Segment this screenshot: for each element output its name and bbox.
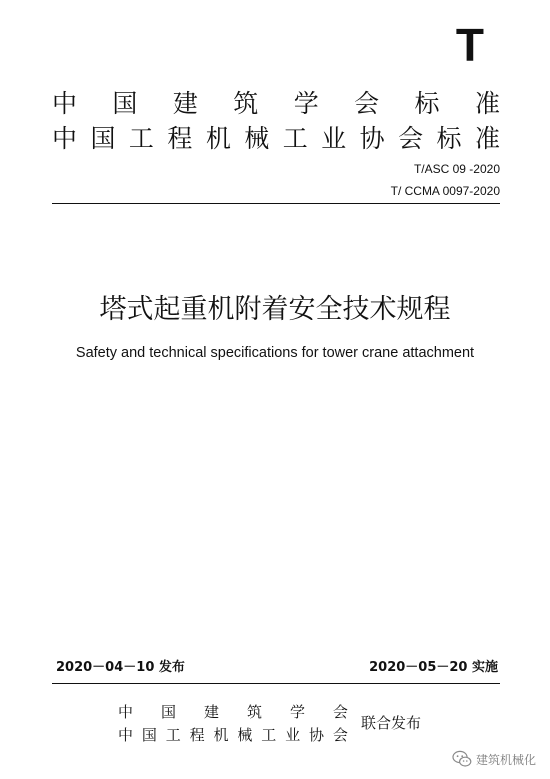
watermark-text: 建筑机械化	[475, 752, 536, 767]
implementation-date: 2020－05－20 实施	[369, 660, 498, 675]
issuer-char: 会	[332, 703, 348, 721]
issuer-char: 筑	[246, 703, 262, 721]
title-chinese: 塔式起重机附着安全技术规程	[99, 294, 451, 325]
org-char: 协	[359, 124, 385, 153]
issuer-char: 会	[332, 726, 348, 744]
issuer-char: 协	[309, 726, 325, 744]
issuer-char: 建	[203, 703, 219, 721]
org-char: 会	[354, 89, 380, 118]
issuer-char: 械	[237, 726, 253, 744]
issuer-char: 业	[285, 726, 301, 744]
org-char: 会	[398, 124, 424, 153]
org-char: 械	[244, 124, 270, 153]
issuer-char: 机	[213, 726, 229, 744]
issuer-char: 国	[160, 703, 176, 721]
org-char: 程	[167, 124, 193, 153]
issuer-char: 工	[165, 726, 181, 744]
release-date: 2020－04－10 发布	[56, 660, 185, 675]
issuer-char: 中	[118, 703, 134, 721]
issuer-char: 中	[118, 726, 134, 744]
issuer-char: 国	[141, 726, 157, 744]
standard-type-letter: T	[455, 19, 484, 71]
org-char: 中	[52, 89, 78, 118]
org-char: 工	[128, 124, 154, 153]
issuer-line-1	[118, 703, 348, 721]
jointly-issued-label: 联合发布	[361, 714, 422, 732]
org-char: 标	[414, 89, 440, 118]
issuer-char: 工	[261, 726, 277, 744]
standard-code-ccma: T/ CCMA 0097-2020	[390, 184, 500, 198]
org-char: 工	[282, 124, 308, 153]
org-char: 标	[436, 124, 462, 153]
organization-line-2	[52, 124, 500, 154]
org-char: 国	[112, 89, 138, 118]
watermark	[452, 748, 536, 770]
org-char: 业	[321, 124, 347, 153]
organization-line-1	[52, 89, 500, 119]
issuer-char: 学	[289, 703, 305, 721]
org-char: 中	[52, 124, 78, 153]
standard-code-asc: T/ASC 09 -2020	[413, 162, 500, 176]
org-char: 学	[293, 89, 319, 118]
org-char: 准	[474, 124, 500, 153]
wechat-icon	[452, 750, 472, 768]
header-divider	[52, 203, 500, 204]
org-char: 筑	[233, 89, 259, 118]
org-char: 国	[90, 124, 116, 153]
issuer-line-2	[118, 726, 348, 744]
org-char: 准	[474, 89, 500, 118]
org-char: 机	[205, 124, 231, 153]
title-english: Safety and technical specifications for tower crane attachment	[75, 345, 475, 361]
issuer-char: 程	[189, 726, 205, 744]
org-char: 建	[172, 89, 198, 118]
footer-divider	[52, 683, 500, 684]
